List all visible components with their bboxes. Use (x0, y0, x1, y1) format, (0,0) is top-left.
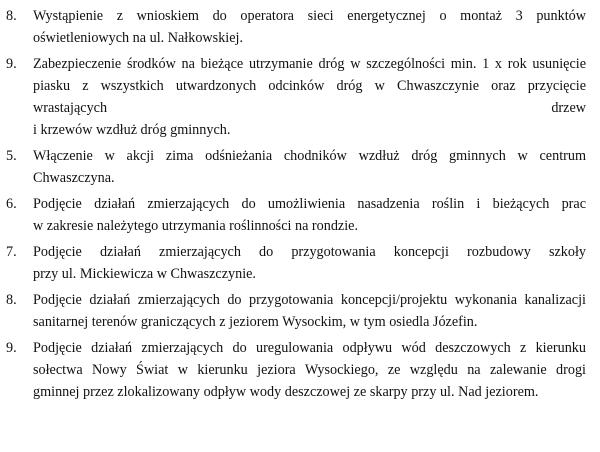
item-number: 7. (6, 244, 17, 260)
item-text (33, 241, 586, 285)
item-number: 9. (6, 340, 17, 356)
item-line: Podjęcie działań zmierzających do uregulowania odpływu wód deszczowych z kierunku (33, 340, 586, 356)
item-text (33, 289, 586, 333)
item-number: 5. (6, 148, 17, 164)
item-line: Podjęcie działań zmierzających do przygotowania koncepcji/projektu wykonania kanalizacji (33, 292, 586, 308)
item-line: oświetleniowych na ul. Nałkowskiej. (33, 30, 244, 46)
item-line: piasku z wszystkich utwardzonych odcinków dróg w Chwaszczynie oraz przycięcie (33, 78, 586, 94)
item-line: Zabezpieczenie środków na bieżące utrzymanie dróg w szczególności min. 1 x rok usunięcie (33, 56, 586, 72)
item-line: Wystąpienie z wnioskiem do operatora sieci energetycznej o montaż 3 punktów (33, 8, 586, 24)
item-text (33, 193, 586, 237)
item-text (33, 145, 586, 189)
item-number: 8. (6, 8, 17, 24)
item-text (33, 5, 586, 49)
list-item (6, 5, 586, 49)
list-item (6, 337, 586, 403)
item-number: 9. (6, 56, 17, 72)
item-text (33, 337, 586, 403)
item-number: 8. (6, 292, 17, 308)
list-item (6, 241, 586, 285)
item-line: Podjęcie działań zmierzających do przygotowania koncepcji rozbudowy szkoły (33, 244, 586, 260)
item-line: wrastających drzew (33, 100, 586, 116)
item-line: sanitarnej terenów graniczących z jeziorem Wysockim, w tym osiedla Józefin. (33, 314, 478, 330)
list-item (6, 289, 586, 333)
item-line: i krzewów wzdłuż dróg gminnych. (33, 122, 231, 138)
item-line: gminnej przez zlokalizowany odpływ wody deszczowej ze skarpy przy ul. Nad jeziorem. (33, 384, 539, 400)
item-line: w zakresie należytego utrzymania roślinności na rondzie. (33, 218, 359, 234)
item-line: Włączenie w akcji zima odśnieżania chodników wzdłuż dróg gminnych w centrum (33, 148, 586, 164)
item-line: Chwaszczyna. (33, 170, 115, 186)
list-item (6, 145, 586, 189)
list-item (6, 53, 586, 141)
item-line: sołectwa Nowy Świat w kierunku jeziora Wysockiego, ze względu na zalewanie drogi (33, 362, 586, 378)
list-item (6, 193, 586, 237)
item-line: przy ul. Mickiewicza w Chwaszczynie. (33, 266, 256, 282)
item-line: Podjęcie działań zmierzających do umożliwienia nasadzenia roślin i bieżących prac (33, 196, 586, 212)
item-number: 6. (6, 196, 17, 212)
item-text (33, 53, 586, 141)
